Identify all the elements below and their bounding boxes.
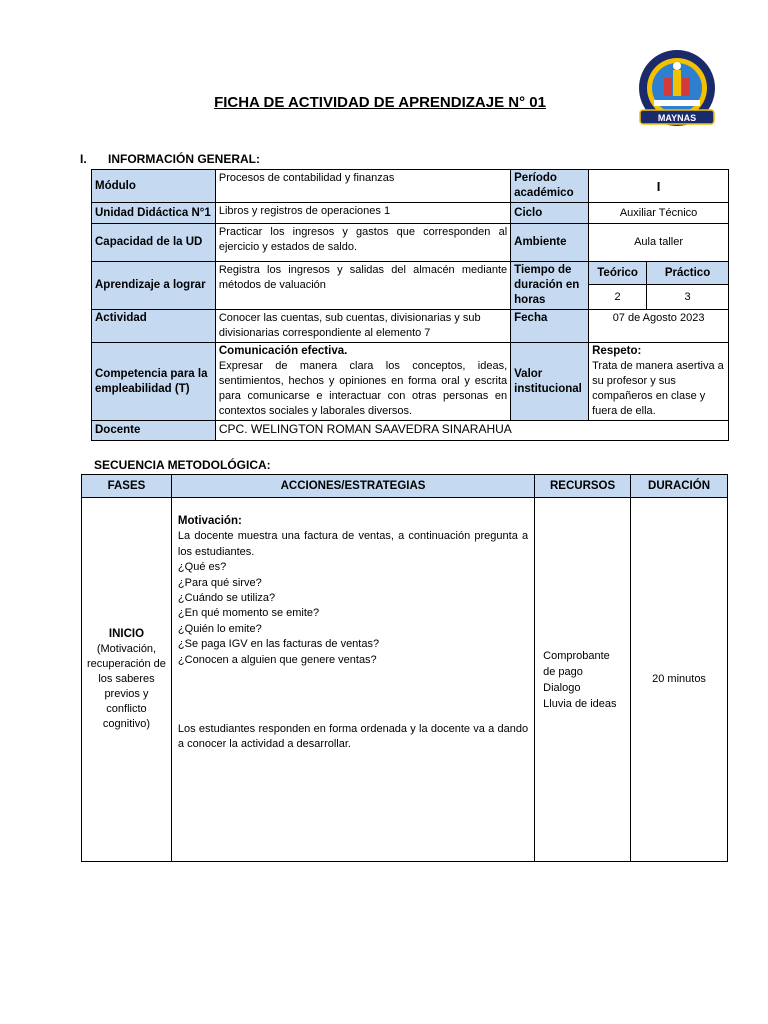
resource-item: Dialogo — [543, 681, 581, 694]
section-heading-sequence: SECUENCIA METODOLÓGICA: — [94, 458, 271, 472]
phase-title: INICIO — [108, 628, 145, 640]
header-acciones: ACCIONES/ESTRATEGIAS — [171, 475, 534, 498]
modulo-value: Procesos de contabilidad y finanzas — [215, 170, 510, 203]
teorico-value: 2 — [589, 285, 647, 310]
actividad-value: Conocer las cuentas, sub cuentas, divisionarias y sub divisionarias correspondiente al elemento 7 — [215, 310, 510, 343]
header-duracion: DURACIÓN — [631, 475, 728, 498]
motivation-subtitle: Motivación: — [177, 515, 242, 527]
document-title: FICHA DE ACTIVIDAD DE APRENDIZAJE N° 01 — [214, 94, 546, 111]
capacidad-value: Practicar los ingresos y gastos que corresponden al ejercicio y estados de saldo. — [215, 224, 510, 262]
header-recursos: RECURSOS — [535, 475, 631, 498]
ambiente-value: Aula taller — [589, 224, 729, 262]
duration-cell: 20 minutos — [631, 498, 728, 862]
aprendizaje-value: Registra los ingresos y salidas del almacén mediante métodos de valuación — [215, 262, 510, 310]
question-item: ¿En qué momento se emite? — [177, 607, 320, 620]
unidad-value: Libros y registros de operaciones 1 — [215, 203, 510, 224]
closing-text: Los estudiantes responden en forma ordenada y la docente va a dando a conocer la actividad a desarrollar. — [177, 723, 529, 751]
practico-label: Práctico — [647, 262, 729, 285]
resources-cell — [535, 498, 631, 862]
valor-title: Respeto: — [592, 345, 642, 357]
fecha-value: 07 de Agosto 2023 — [589, 310, 729, 343]
competencia-label: Competencia para la empleabilidad (T) — [92, 343, 216, 421]
unidad-label: Unidad Didáctica N°1 — [92, 203, 216, 224]
motivation-intro: La docente muestra una factura de ventas, a continuación pregunta a los estudiantes. — [177, 530, 529, 558]
question-item: ¿Para qué sirve? — [177, 576, 262, 589]
header-fases: FASES — [82, 475, 172, 498]
teorico-label: Teórico — [589, 262, 647, 285]
capacidad-label: Capacidad de la UD — [92, 224, 216, 262]
question-item: ¿Cuándo se utiliza? — [177, 592, 276, 605]
section-heading-info — [80, 152, 260, 166]
fecha-label: Fecha — [511, 310, 589, 343]
phase-description: (Motivación, recuperación de los saberes previos y conflicto cognitivo) — [87, 643, 166, 730]
valor-value: Trata de manera asertiva a su profesor y sus compañeros en clase y fuera de ella. — [592, 360, 724, 417]
resource-item: de pago — [543, 665, 583, 678]
modulo-label: Módulo — [92, 170, 216, 203]
question-item: ¿Conocen a alguien que genere ventas? — [177, 653, 377, 666]
ambiente-label: Ambiente — [511, 224, 589, 262]
phase-cell — [82, 498, 172, 862]
ciclo-value: Auxiliar Técnico — [589, 203, 729, 224]
question-item: ¿Qué es? — [177, 561, 227, 574]
competencia-title: Comunicación efectiva. — [218, 345, 348, 357]
docente-value: CPC. WELINGTON ROMAN SAAVEDRA SINARAHUA — [215, 421, 728, 441]
resource-item: Lluvia de ideas — [543, 697, 617, 710]
actividad-label: Actividad — [92, 310, 216, 343]
question-item: ¿Se paga IGV en las facturas de ventas? — [177, 638, 380, 651]
valor-cell — [589, 343, 729, 421]
question-item: ¿Quién lo emite? — [177, 622, 262, 635]
aprendizaje-label: Aprendizaje a lograr — [92, 262, 216, 310]
competencia-cell — [215, 343, 510, 421]
practico-value: 3 — [647, 285, 729, 310]
docente-label: Docente — [92, 421, 216, 441]
tiempo-label: Tiempo de duración en horas — [511, 262, 589, 310]
competencia-value: Expresar de manera clara los conceptos, ideas, sentimientos, hechos y opiniones en forma oral y escrita para comunicarse e interactuar con otras personas en contextos sociales y laborales diversos. — [218, 360, 508, 417]
ciclo-label: Ciclo — [511, 203, 589, 224]
general-info-table — [91, 169, 729, 441]
periodo-value: I — [589, 170, 729, 203]
section-number: I. — [80, 152, 87, 166]
section-title: INFORMACIÓN GENERAL: — [108, 152, 260, 166]
logo-text: MAYNAS — [657, 113, 697, 123]
periodo-label: Período académico — [511, 170, 589, 203]
actions-cell — [171, 498, 534, 862]
sequence-table — [81, 474, 728, 862]
valor-label: Valor institucional — [511, 343, 589, 421]
institution-logo — [636, 48, 718, 132]
resource-item: Comprobante — [543, 649, 610, 662]
